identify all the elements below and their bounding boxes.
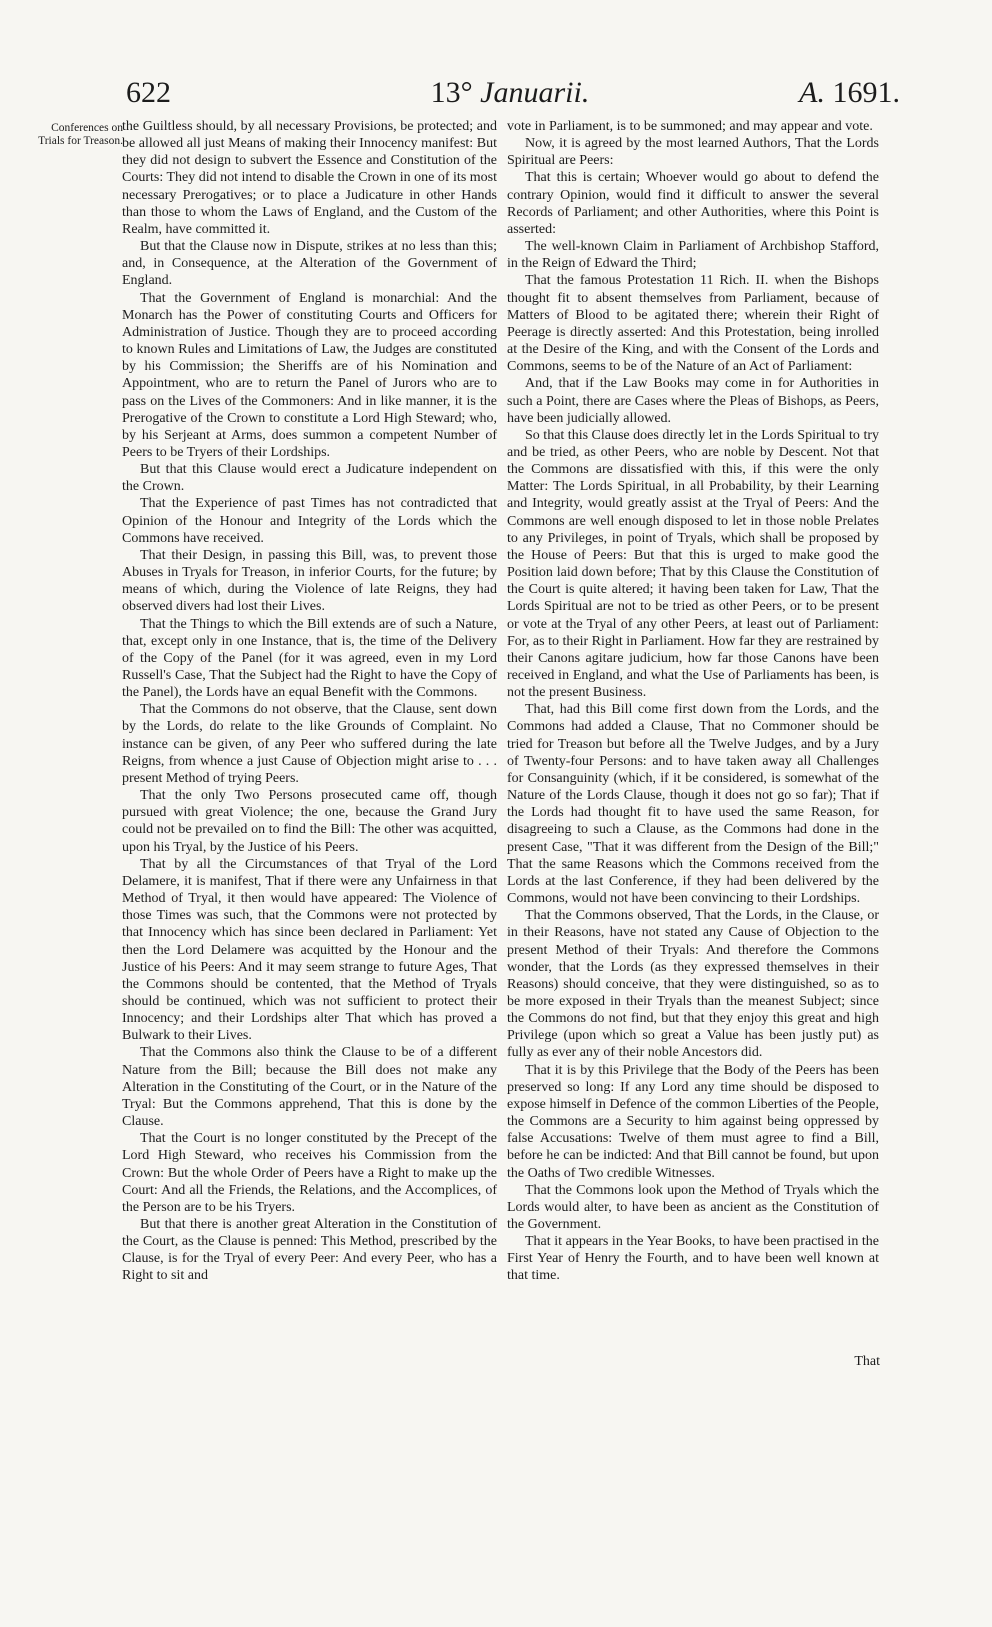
page-header xyxy=(120,70,900,120)
paragraph: That by all the Circumstances of that Tryal of the Lord Delamere, it is manifest, That if there were any Unfairness in that Method of Tryal, it then would have appeared: The Violence of those Times was such, that the Commons were not protected by that Innocency which has since been declared in Parliament: Yet then the Lord Delamere was acquitted by the Honour and the Justice of his Peers: And it may seem strange to future Ages, That the Commons should be contented, that the Method of Tryals should be continued, which was not sufficient to protect their Innocency; and their Lordships alter That which has proved a Bulwark to their Lives. xyxy=(122,856,497,1044)
paragraph: That the Commons do not observe, that the Clause, sent down by the Lords, do relate to the like Grounds of Complaint. No instance can be given, of any Peer who suffered during the late Reigns, from whence a just Cause of Objection might arise to . . . present Method of trying Peers. xyxy=(122,702,497,786)
paragraph: vote in Parliament, is to be summoned; and may appear and vote. xyxy=(507,119,873,134)
catchword: That xyxy=(854,1354,880,1369)
page-date xyxy=(120,76,900,110)
paragraph: The well-known Claim in Parliament of Archbishop Stafford, in the Reign of Edward the Third; xyxy=(507,239,879,272)
margin-note: Conferences on Trials for Treason. xyxy=(38,122,123,147)
paragraph: But that there is another great Alteration in the Constitution of the Court, as the Clause is penned: This Method, prescribed by the Clause, is for the Tryal of every Peer: And every Peer, who has a Right to sit and xyxy=(122,1217,497,1284)
paragraph: That, had this Bill come first down from the Lords, and the Commons had added a Clause, That no Commoner should be tried for Treason but before all the Twelve Judges, and by a Jury of Twenty-four Persons: and to have taken away all Challenges for Consanguinity (which, if it be considered, is somewhat of the Nature of the Lords Clause, though it does not go so far); That if the Lords had thought fit to have used the same Reason, for disagreeing to such a Clause, as the Commons had done in the present Case, "That it was different from the Design of the Bill;" That the same Reasons which the Commons received from the Lords at the last Conference, if they had been delivered by the Commons, would not have been convincing to their Lordships. xyxy=(507,702,879,907)
paragraph: And, that if the Law Books may come in for Authorities in such a Point, there are Cases where the Pleas of Bishops, as Peers, have been judicially allowed. xyxy=(507,376,879,426)
paragraph: That it appears in the Year Books, to have been practised in the First Year of Henry the Fourth, and to have been well known at that time. xyxy=(507,1234,879,1284)
paragraph: That the Commons also think the Clause to be of a different Nature from the Bill; because the Bill does not make any Alteration in the Constituting of the Court, or in the Nature of the Tryal: But the Commons apprehend, That this is done by the Clause. xyxy=(122,1045,497,1130)
paragraph: That the Commons look upon the Method of Tryals which the Lords would alter, to have been as ancient as the Constitution of the Government. xyxy=(507,1182,879,1232)
year-letter: A. xyxy=(799,76,825,109)
paragraph: That the Commons observed, That the Lords, in the Clause, or in their Reasons, have not stated any Cause of Objection to the present Method of their Tryals: And therefore the Commons wonder, that the Lords (as they expressed themselves in their Reasons) should conceive, that they were distinguished, so as to be more exposed in their Tryals than the meanest Subject; since the Commons do not find, but that they enjoy this great and high Privilege (upon which so great a Value has been justly put) as fully as ever any of their noble Ancestors did. xyxy=(507,908,879,1061)
date-word: Januarii. xyxy=(480,76,590,109)
paragraph: the Guiltless should, by all necessary Provisions, be protected; and be allowed all just Means of making their Innocency manifest: But they did not design to subvert the Essence and Constitution of the Courts: They did not intend to disable the Crown in one of its most necessary Prerogatives; or to place a Judicature in other Hands than those to whom the Laws of England, and the Custom of the Realm, have committed it. xyxy=(122,119,497,237)
left-column xyxy=(122,118,497,1285)
right-column xyxy=(507,118,879,1285)
page-year xyxy=(799,76,900,110)
paragraph: That the Government of England is monarchial: And the Monarch has the Power of constituting Courts and Officers for Administration of Justice. Though they are to proceed according to known Rules and Limitations of Law, the Judges are constituted by his Commission; the Sheriffs are of his Nomination and Appointment, who are to return the Panel of Jurors who are to pass on the Lives of the Commoners: And in like manner, it is the Prerogative of the Crown to constitute a Lord High Steward; who, by his Serjeant at Arms, does summon a competent Number of Peers to be Tryers of their Lordships. xyxy=(122,290,497,460)
paragraph: That it is by this Privilege that the Body of the Peers has been preserved so long: If any Lord any time should be disposed to expose himself in Defence of the common Liberties of the People, the Commons are a Security to him against being oppressed by false Accusations: Twelve of them must agree to find a Bill, before he can be indicted: And that Bill cannot be found, but upon the Oaths of Two credible Witnesses. xyxy=(507,1062,879,1181)
paragraph: But that this Clause would erect a Judicature independent on the Crown. xyxy=(122,462,497,495)
paragraph: That the Things to which the Bill extends are of such a Nature, that, except only in one Instance, that is, the time of the Delivery of the Copy of the Panel (for it was agreed, even in my Lord Russell's Case, That the Subject had the Right to have the Copy of the Panel), the Lords have an equal Benefit with the Commons. xyxy=(122,616,497,701)
paragraph: That the famous Protestation 11 Rich. II. when the Bishops thought fit to absent themselves from Parliament, because of Matters of Blood to be agitated there; wherein their Right of Peerage is directly asserted: And this Protestation, being inrolled at the Desire of the King, and with the Consent of the Lords and Commons, seems to be of the Nature of an Act of Parliament: xyxy=(507,273,879,375)
year-number: 1691. xyxy=(832,76,900,109)
date-prefix: 13° xyxy=(430,76,473,109)
paragraph: That their Design, in passing this Bill, was, to prevent those Abuses in Tryals for Treason, in inferior Courts, for the future; by means of which, during the Violence of late Reigns, they had observed divers had lost their Lives. xyxy=(122,547,497,615)
paragraph: So that this Clause does directly let in the Lords Spiritual to try and be tried, as other Peers, who are noble by Descent. Not that the Commons are dissatisfied with this, if this were the only Matter: The Lords Spiritual, in all Probability, by their Learning and Integrity, would greatly assist at the Tryal of Peers: And the Commons are well enough disposed to let in those noble Prelates to any Privileges, in point of Tryals, which shall be proposed by the House of Peers: But that this is urged to make good the Position laid down before; That by this Clause the Constitution of the Court is quite altered; it having been taken for Law, That the Lords Spiritual are not to be tried as other Peers, or to be present or vote at the Tryal of any other Peers, at least out of Parliament: For, as to their Right in Parliament. How far they are restrained by their Canons agitare judicium, how far those Canons have been received in England, and what the Use of Parliaments has been, is not the present Business. xyxy=(507,427,879,701)
paragraph: That this is certain; Whoever would go about to defend the contrary Opinion, would find it difficult to answer the several Records of Parliament; and other Authorities, where this Point is asserted: xyxy=(507,170,879,237)
paragraph: Now, it is agreed by the most learned Authors, That the Lords Spiritual are Peers: xyxy=(507,136,879,169)
paragraph: That the only Two Persons prosecuted came off, though pursued with great Violence; the one, because the Grand Jury could not be prevailed on to find the Bill: The other was acquitted, upon his Tryal, by the Justice of his Peers. xyxy=(122,788,497,855)
paragraph: That the Experience of past Times has not contradicted that Opinion of the Honour and Integrity of the Lords which the Commons have received. xyxy=(122,496,497,546)
paragraph: But that the Clause now in Dispute, strikes at no less than this; and, in Consequence, at the Alteration of the Government of England. xyxy=(122,239,497,289)
paragraph: That the Court is no longer constituted by the Precept of the Lord High Steward, who receives his Commission from the Crown: But the whole Order of Peers have a Right to make up the Court: And all the Friends, the Relations, and the Accomplices, of the Person are to be his Tryers. xyxy=(122,1131,497,1215)
page-number: 622 xyxy=(126,76,171,109)
